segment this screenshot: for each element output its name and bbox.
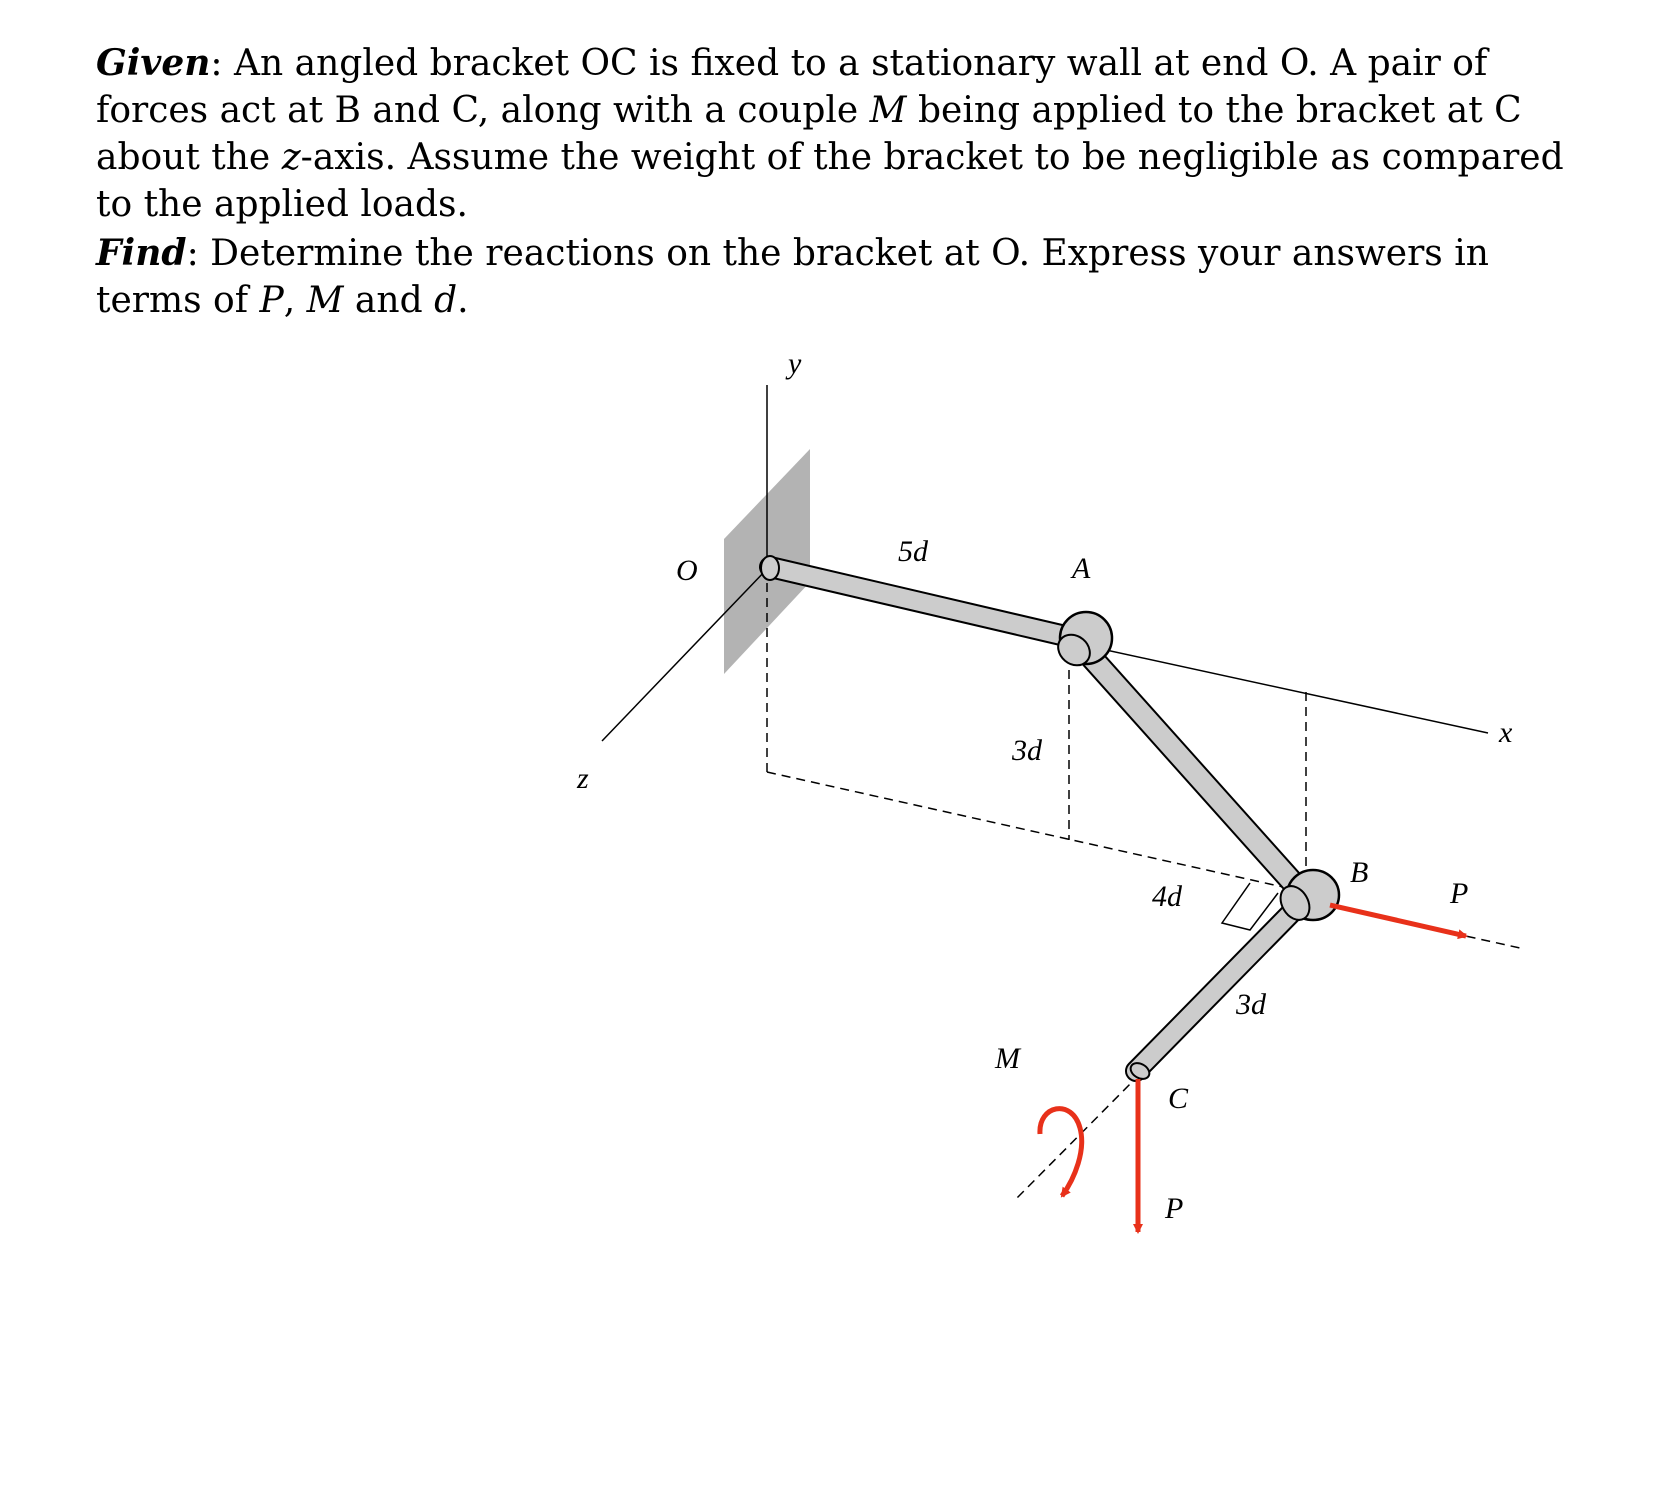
given-colon: : [210,43,234,84]
load-label-p-c: P [1165,1192,1184,1225]
find-and: and [343,280,435,321]
given-label: Given [96,42,211,84]
given-text-1: An angled bracket OC is fixed to a stationary wall at end O. A pair of forces act at B and C, along with a couple [96,43,1488,131]
find-p-symbol: P [259,280,284,321]
find-colon: : [186,233,211,274]
axis-label-x: x [1499,716,1513,749]
dimension-label-a-drop: 3d [1012,734,1042,767]
find-m-symbol: M [306,280,344,321]
axis-label-y: y [788,347,802,380]
member-oa [770,567,1074,638]
member-bc [1136,908,1296,1071]
couple-arrow-m [1040,1109,1082,1196]
load-label-m: M [995,1042,1020,1075]
find-d-symbol: d [434,280,458,321]
dimension-label-bc: 3d [1236,988,1266,1021]
force-arrow-b [1330,905,1466,936]
point-label-c: C [1168,1082,1189,1115]
point-label-o: O [676,554,698,587]
find-label: Find [96,232,187,274]
load-label-p-b: P [1450,877,1469,910]
dimension-label-ab: 4d [1152,880,1182,913]
given-couple-symbol: M [869,90,907,131]
find-comma: , [283,280,307,321]
end-cap-o [761,556,779,580]
given-z-symbol: z [281,137,301,178]
axis-label-z: z [577,762,589,795]
dashed-z-axis-c [1015,1074,1140,1200]
find-text: Determine the reactions on the bracket at O. Express your answers in terms of [96,233,1489,321]
z-axis [602,569,767,741]
point-label-a: A [1072,552,1091,585]
find-period: . [457,280,469,321]
dashed-base-line [767,772,1310,893]
given-text-3: -axis. Assume the weight of the bracket to be negligible as compared to the applied loads. [96,137,1564,225]
dimension-label-oa: 5d [898,535,928,568]
point-label-b: B [1350,856,1369,889]
given-text-2: being applied to the bracket at C about the [96,90,1522,178]
